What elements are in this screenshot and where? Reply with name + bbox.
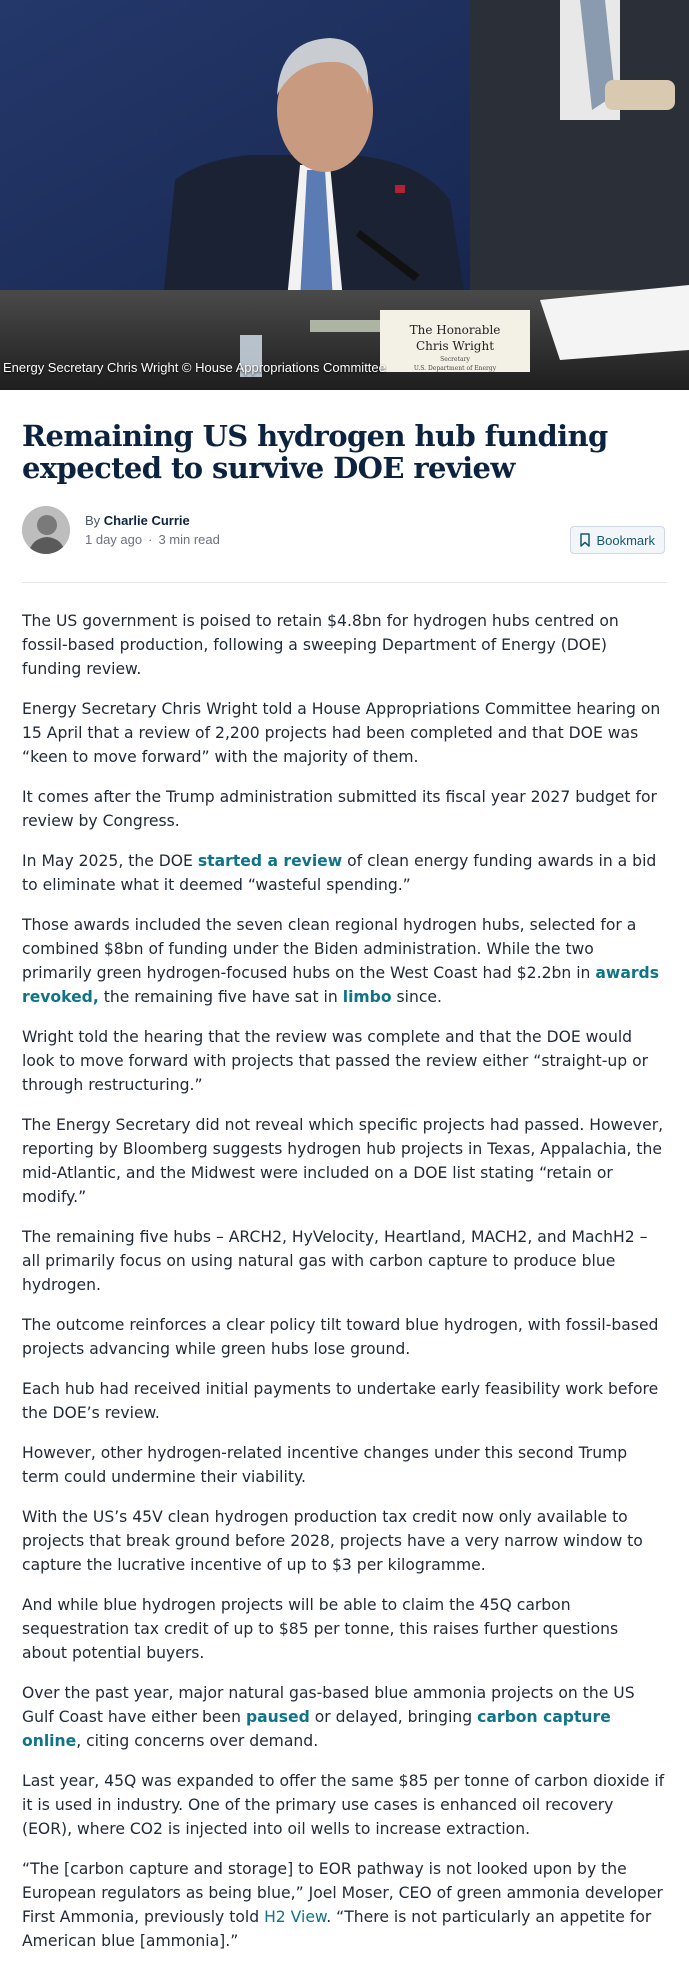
paragraph-10: Each hub had received initial payments to undertake early feasibility work before the DOE’s review. bbox=[22, 1380, 659, 1422]
paragraph-6: Wright told the hearing that the review was complete and that the DOE would look to move forward with projects that passed the review either “straight-up or through restructuring.” bbox=[22, 1028, 649, 1094]
text: Over the past year, major natural gas-based blue ammonia projects on the US Gulf Coast have either been bbox=[22, 1684, 635, 1726]
paragraph-4 bbox=[22, 849, 667, 897]
paragraph-11: However, other hydrogen-related incentive changes under this second Trump term could undermine their viability. bbox=[22, 1444, 628, 1486]
paragraph-14 bbox=[22, 1681, 667, 1753]
paragraph-2: Energy Secretary Chris Wright told a House Appropriations Committee hearing on 15 April that a review of 2,200 projects had been completed and that DOE was “keen to move forward” with the majority of them. bbox=[22, 700, 661, 766]
link-awards-revoked[interactable]: awards revoked, bbox=[22, 964, 659, 1006]
article-meta bbox=[85, 532, 220, 547]
text: since. bbox=[391, 988, 442, 1006]
text: , citing concerns over demand. bbox=[76, 1732, 319, 1750]
bookmark-icon bbox=[579, 533, 591, 547]
text: of clean energy funding awards in a bid to eliminate what it deemed “wasteful spending.” bbox=[22, 852, 657, 894]
paragraph-3: It comes after the Trump administration submitted its fiscal year 2027 budget for review by Congress. bbox=[22, 788, 657, 830]
author-name[interactable]: Charlie Currie bbox=[103, 513, 190, 528]
text: In May 2025, the DOE bbox=[22, 852, 198, 870]
by-prefix: By bbox=[85, 513, 101, 528]
paragraph-1: The US government is poised to retain $4.8bn for hydrogen hubs centred on fossil-based production, following a sweeping Department of Energy (DOE) funding review. bbox=[22, 612, 619, 678]
nameplate-line2: Chris Wright bbox=[415, 339, 495, 353]
nameplate-line1: The Honorable bbox=[409, 323, 501, 337]
author-line bbox=[85, 513, 190, 528]
paragraph-8: The remaining five hubs – ARCH2, HyVelocity, Heartland, MACH2, and MachH2 – all primarily focus on using natural gas with carbon capture to produce blue hydrogen. bbox=[22, 1228, 648, 1294]
hero-photo bbox=[0, 0, 689, 390]
text: Those awards included the seven clean regional hydrogen hubs, selected for a combined $8bn of funding under the Biden administration. While the two primarily green hydrogen-focused hubs on the West Coast had $2.2bn in bbox=[22, 916, 637, 982]
link-h2-view[interactable]: H2 View bbox=[264, 1908, 327, 1926]
hero-image bbox=[0, 0, 689, 390]
divider bbox=[22, 582, 667, 583]
author-avatar[interactable] bbox=[22, 506, 70, 554]
bookmark-button[interactable] bbox=[570, 526, 665, 554]
paragraph-12: With the US’s 45V clean hydrogen production tax credit now only available to projects that break ground before 2028, projects have a very narrow window to capture the lucrative incentive of up to $3 per kilogramme. bbox=[22, 1508, 643, 1574]
text: or delayed, bringing bbox=[309, 1708, 478, 1726]
byline bbox=[22, 506, 667, 556]
text: the remaining five have sat in bbox=[98, 988, 343, 1006]
nameplate-line4: U.S. Department of Energy bbox=[413, 365, 497, 372]
paragraph-15: Last year, 45Q was expanded to offer the same $85 per tonne of carbon dioxide if it is used in industry. One of the primary use cases is enhanced oil recovery (EOR), where CO2 is injected into oil wells to increase extraction. bbox=[22, 1772, 665, 1838]
paragraph-7: The Energy Secretary did not reveal which specific projects had passed. However, reporting by Bloomberg suggests hydrogen hub projects in Texas, Appalachia, the mid-Atlantic, and the Midwest were included on a DOE list stating “retain or modify.” bbox=[22, 1116, 664, 1206]
meta-separator: · bbox=[148, 532, 153, 547]
read-time: 3 min read bbox=[158, 532, 220, 547]
link-paused[interactable]: paused bbox=[245, 1708, 310, 1726]
paragraph-9: The outcome reinforces a clear policy tilt toward blue hydrogen, with fossil-based projects advancing while green hubs lose ground. bbox=[22, 1316, 659, 1358]
paragraph-5 bbox=[22, 913, 667, 1009]
text: . “There is not particularly an appetite for American blue [ammonia].” bbox=[22, 1908, 652, 1950]
paragraph-13: And while blue hydrogen projects will be able to claim the 45Q carbon sequestration tax credit of up to $85 per tonne, this raises further questions about potential buyers. bbox=[22, 1596, 619, 1662]
image-caption: Energy Secretary Chris Wright © House Appropriations Committee bbox=[3, 360, 386, 375]
bookmark-label: Bookmark bbox=[596, 532, 655, 548]
link-limbo[interactable]: limbo bbox=[342, 988, 392, 1006]
publish-time: 1 day ago bbox=[85, 532, 143, 547]
paragraph-16 bbox=[22, 1857, 667, 1953]
nameplate-line3: Secretary bbox=[440, 356, 470, 363]
link-started-a-review[interactable]: started a review bbox=[197, 852, 343, 870]
text: “The [carbon capture and storage] to EOR pathway is not looked upon by the European regulators as being blue,” Joel Moser, CEO of green ammonia developer First Ammonia, previously told bbox=[22, 1860, 663, 1926]
link-carbon-capture-online[interactable]: carbon capture online bbox=[22, 1708, 611, 1750]
article-headline: Remaining US hydrogen hub funding expected to survive DOE review bbox=[22, 419, 608, 485]
article bbox=[0, 420, 689, 1953]
article-body bbox=[22, 609, 667, 1953]
